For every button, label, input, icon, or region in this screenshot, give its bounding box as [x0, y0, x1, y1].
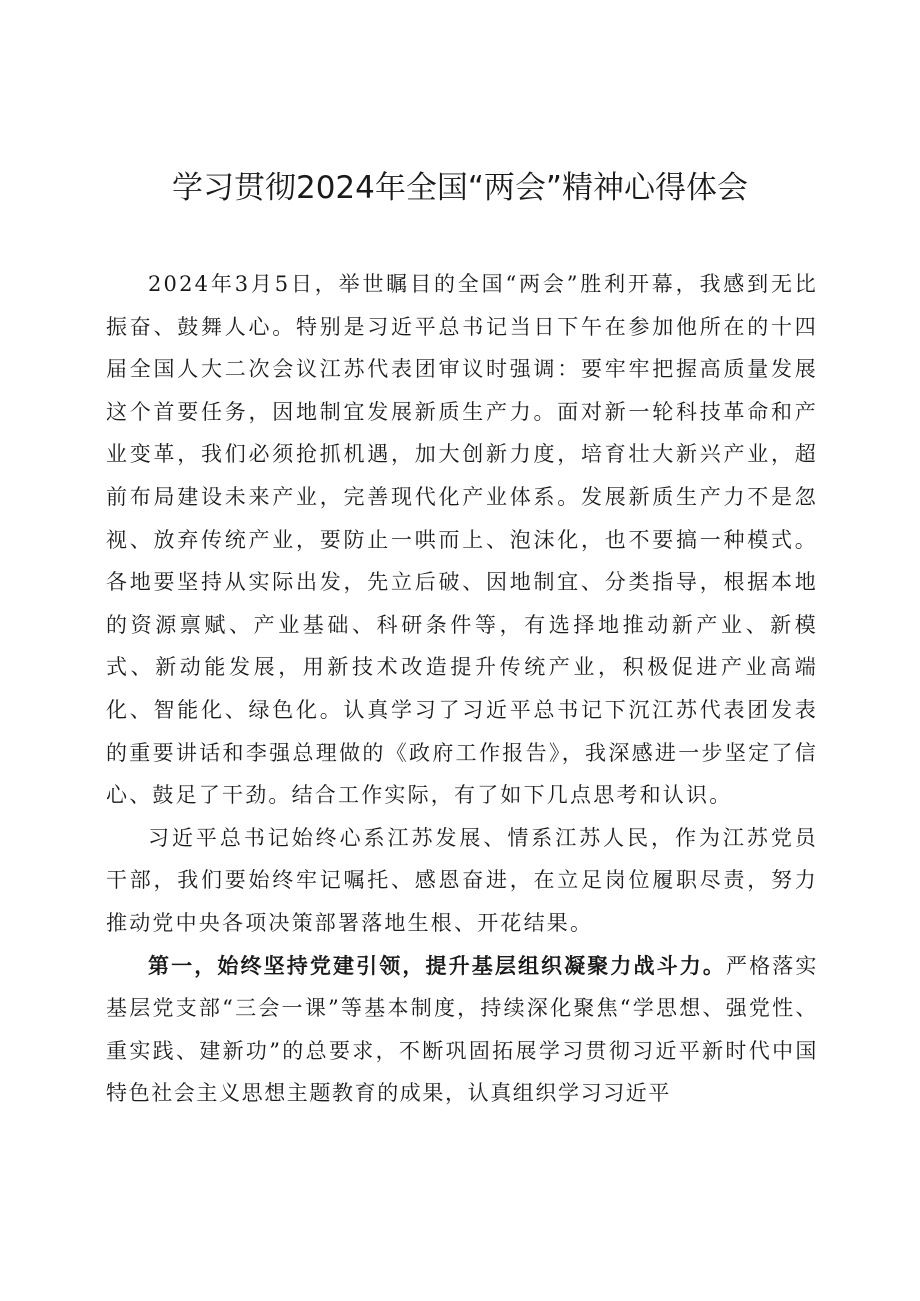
paragraph-commitment	[106, 817, 818, 945]
paragraph-text: 严格落实基层党支部“三会一课”等基本制度，持续深化聚焦“学思想、强党性、重实践、建新功”的总要求，不断巩固拓展学习贯彻习近平新时代中国特色社会主义思想主题教育的成果，认真组织学习习近平	[106, 953, 818, 1106]
paragraph-lead-heading: 第一，始终坚持党建引领，提升基层组织凝聚力战斗力。	[148, 953, 727, 978]
document-title: 学习贯彻2024年全国“两会”精神心得体会	[171, 170, 748, 206]
document-body	[106, 263, 818, 1115]
paragraph-text: 习近平总书记始终心系江苏发展、情系江苏人民，作为江苏党员干部，我们要始终牢记嘱托、感恩奋进，在立足岗位履职尽责，努力推动党中央各项决策部署落地生根、开花结果。	[106, 825, 818, 935]
paragraph-intro	[106, 263, 818, 817]
paragraph-text: 2024年3月5日，举世瞩目的全国“两会”胜利开幕，我感到无比振奋、鼓舞人心。特别是习近平总书记当日下午在参加他所在的十四届全国人大二次会议江苏代表团审议时强调：要牢牢把握高质量发展这个首要任务，因地制宜发展新质生产力。面对新一轮科技革命和产业变革，我们必须抢抓机遇，加大创新力度，培育壮大新兴产业，超前布局建设未来产业，完善现代化产业体系。发展新质生产力不是忽视、放弃传统产业，要防止一哄而上、泡沫化，也不要搞一种模式。各地要坚持从实际出发，先立后破、因地制宜、分类指导，根据本地的资源禀赋、产业基础、科研条件等，有选择地推动新产业、新模式、新动能发展，用新技术改造提升传统产业，积极促进产业高端化、智能化、绿色化。认真学习了习近平总书记下沉江苏代表团发表的重要讲话和李强总理做的《政府工作报告》，我深感进一步坚定了信心、鼓足了干劲。结合工作实际，有了如下几点思考和认识。	[106, 272, 818, 808]
paragraph-point-one	[106, 945, 818, 1115]
